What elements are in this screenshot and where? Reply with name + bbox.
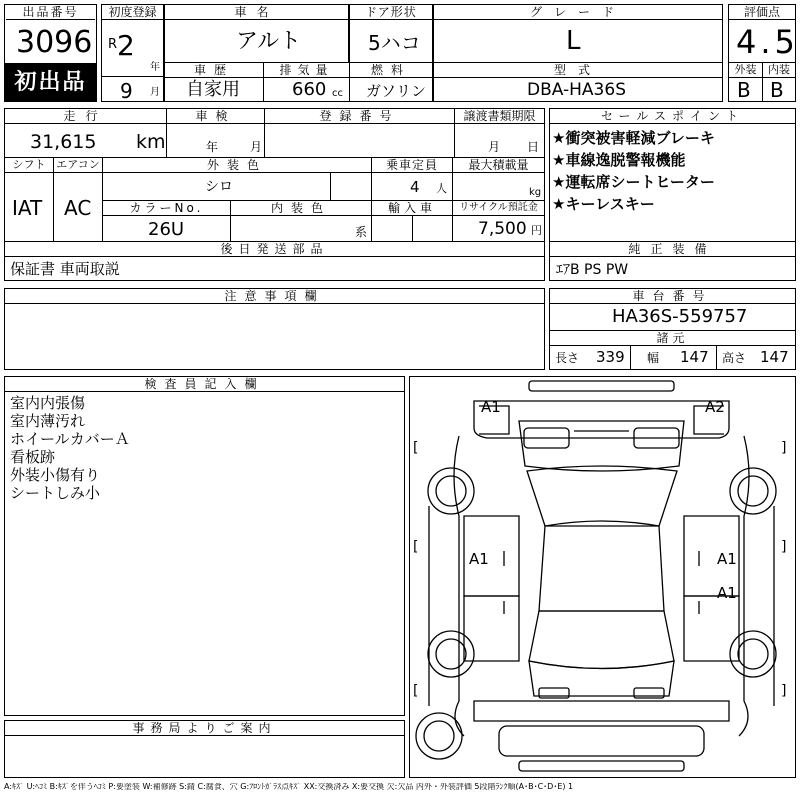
rear-bumper <box>499 726 704 756</box>
bracket-mark: ] <box>781 683 787 699</box>
door-value: 5ハコ <box>368 31 421 55</box>
front-body <box>474 398 729 438</box>
mileage-value: 31,615 <box>30 131 97 153</box>
width-label: 幅 <box>647 351 660 365</box>
exterior-grade-label: 外装 <box>729 63 762 78</box>
shift-label: シフト <box>5 158 53 173</box>
windshield <box>527 466 677 526</box>
legend-text: A:ｷｽﾞ U:ﾍｺﾐ B:ｷｽﾞを伴うﾍｺﾐ P:要塗装 W:補修跡 S:錆 C:腐食、穴 G:ﾌﾛﾝﾄｶﾞﾗｽ点ｷｽﾞ XX:交換済み X:要交換 欠:欠品 内外・外装評価 5段階ﾗﾝｸ順(A･B･C･D･E) 1 <box>4 783 574 791</box>
inspector-line: 室内薄汚れ <box>10 412 86 430</box>
capacity-unit: 人 <box>436 182 447 195</box>
height-value: 147 <box>760 348 789 366</box>
divider <box>101 76 164 77</box>
damage-mark: A1 <box>717 584 737 602</box>
rear-door-left <box>464 596 519 661</box>
capacity-value: 4 <box>410 178 420 196</box>
equipment-value: ｴｱB PS PW <box>556 262 629 278</box>
int-color-label: 内装色 <box>231 201 371 216</box>
spare-wheel <box>424 721 454 751</box>
first-listing-text: 初出品 <box>14 70 87 95</box>
inspector-line: 外装小傷有り <box>10 466 101 484</box>
wheel-front-left <box>436 476 466 506</box>
inspection-label: 車検 <box>167 109 264 124</box>
import-label: 輸入車 <box>372 201 452 216</box>
reg-number-label: 登録番号 <box>265 109 454 124</box>
dims-label: 諸元 <box>550 330 795 346</box>
displacement-label: 排気量 <box>264 63 349 78</box>
inspector-line: ホイールカバーＡ <box>10 430 130 448</box>
inspector-line: シートしみ小 <box>10 484 101 502</box>
transfer-month-unit: 月 <box>488 140 501 154</box>
registration-month: 9 <box>120 79 133 103</box>
wheel-front-left <box>428 468 474 514</box>
ext-color-value: シロ <box>205 179 233 195</box>
score-label: 評価点 <box>729 5 795 20</box>
bracket-mark: ] <box>781 539 787 555</box>
lot-number-label: 出品番号 <box>6 5 95 20</box>
front-bumper <box>529 381 674 391</box>
ac-value: AC <box>64 196 92 220</box>
history-label: 車歴 <box>165 63 263 78</box>
car-name-label: 車名 <box>165 5 348 20</box>
mileage-unit: km <box>136 131 166 153</box>
int-color-unit: 系 <box>355 225 368 239</box>
first-listing-badge <box>4 64 97 102</box>
interior-grade-value: B <box>770 78 784 102</box>
damage-mark: A1 <box>481 398 501 416</box>
sales-point-item: ★運転席シートヒーター <box>552 173 715 191</box>
chassis-number: HA36S-559757 <box>612 306 748 327</box>
later-parts-label: 後日発送部品 <box>5 242 544 257</box>
mileage-label: 走行 <box>5 109 166 124</box>
color-no-value: 26U <box>148 219 185 240</box>
recycle-label: リサイクル預託金 <box>453 201 544 216</box>
wheel-front-right <box>738 476 768 506</box>
roof <box>539 526 664 611</box>
divider <box>330 172 331 201</box>
bracket-mark: [ <box>413 440 419 456</box>
damage-mark: A1 <box>717 550 737 568</box>
wheel-rear-left <box>436 639 466 669</box>
right-body <box>739 436 749 736</box>
office-label: 事務局よりご案内 <box>5 721 404 736</box>
interior-grade-label: 内装 <box>763 63 795 78</box>
transfer-label: 譲渡書類期限 <box>455 109 544 124</box>
sales-point-item: ★キーレスキー <box>552 195 655 213</box>
width-value: 147 <box>680 348 709 366</box>
divider <box>630 345 631 370</box>
rear-window <box>529 611 674 669</box>
wheel-front-right <box>730 468 776 514</box>
first-registration-label: 初度登録 <box>102 5 163 20</box>
inspector-line: 看板跡 <box>10 448 56 466</box>
recycle-unit: 円 <box>531 224 542 237</box>
max-load-label: 最大積載量 <box>453 158 544 173</box>
lot-number: 3096 <box>16 25 93 60</box>
transfer-day-unit: 日 <box>527 140 540 154</box>
body-sides <box>429 506 774 706</box>
exterior-grade-value: B <box>737 78 751 102</box>
inspection-month-unit: 月 <box>250 140 263 154</box>
wheel-rear-left <box>428 631 474 677</box>
grade-value: L <box>566 26 581 56</box>
max-load-unit: kg <box>529 187 542 198</box>
rear-step <box>519 761 684 771</box>
bracket-mark: [ <box>413 683 419 699</box>
equipment-label: 純正装備 <box>550 242 795 257</box>
length-label: 長さ <box>555 351 580 365</box>
spare-wheel <box>416 713 462 759</box>
fuel-value: ガソリン <box>366 82 427 100</box>
shift-value: IAT <box>12 196 43 220</box>
rear-hatch <box>529 661 674 696</box>
fuel-label: 燃料 <box>350 63 432 78</box>
month-unit: 月 <box>150 87 160 98</box>
car-name: アルト <box>236 29 302 54</box>
history-value: 自家用 <box>186 79 240 100</box>
divider <box>412 215 413 242</box>
height-label: 高さ <box>722 351 747 365</box>
damage-mark: A2 <box>705 398 725 416</box>
sales-point-item: ★車線逸脱警報機能 <box>552 151 686 169</box>
ac-label: エアコン <box>54 158 102 173</box>
divider <box>716 345 717 370</box>
car-diagram <box>409 376 796 778</box>
displacement-unit: cc <box>332 88 343 99</box>
door-label: ドア形状 <box>350 5 432 20</box>
bracket-mark: [ <box>413 539 419 555</box>
notes-label: 注意事項欄 <box>5 289 544 304</box>
inspection-year-unit: 年 <box>206 140 219 154</box>
score-value: 4.5 <box>736 23 799 61</box>
grade-label: グレード <box>434 5 722 20</box>
era: R <box>108 37 118 52</box>
length-value: 339 <box>596 348 625 366</box>
bracket-mark: ] <box>781 440 787 456</box>
wheel-rear-right <box>730 631 776 677</box>
model-label: 型式 <box>434 63 722 78</box>
recycle-value: 7,500 <box>478 219 527 239</box>
wheel-rear-right <box>738 639 768 669</box>
later-parts-value: 保証書 車両取説 <box>10 260 120 278</box>
inspector-label: 検査員記入欄 <box>5 377 404 392</box>
ext-color-label: 外装色 <box>103 158 371 173</box>
registration-year: 2 <box>117 29 135 62</box>
inspector-line: 室内内張傷 <box>10 394 86 412</box>
damage-mark: A1 <box>469 550 489 568</box>
model-value: DBA-HA36S <box>527 80 626 100</box>
sales-points-label: セールスポイント <box>550 109 795 124</box>
rear-body <box>474 701 729 721</box>
displacement-value: 660 <box>292 79 327 100</box>
color-no-label: カラーNo. <box>103 201 230 216</box>
year-unit: 年 <box>150 62 160 73</box>
sales-point-item: ★衝突被害軽減ブレーキ <box>552 129 715 147</box>
capacity-label: 乗車定員 <box>372 158 452 173</box>
chassis-label: 車台番号 <box>550 289 795 304</box>
